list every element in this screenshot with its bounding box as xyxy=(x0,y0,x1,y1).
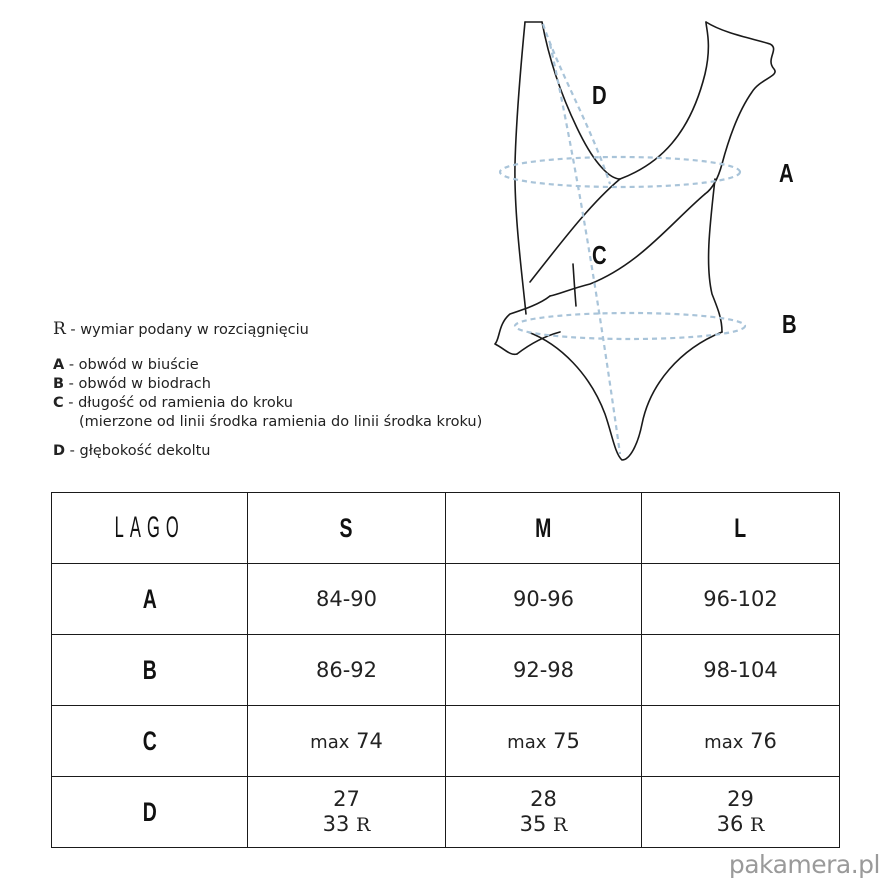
label-c: C xyxy=(592,240,607,270)
brand-logo: LAGO xyxy=(114,511,185,544)
row-label: C xyxy=(52,706,248,777)
table-row-d xyxy=(52,777,840,848)
r-glyph: R xyxy=(53,319,66,339)
row-label: A xyxy=(52,564,248,635)
measurement-legend xyxy=(53,320,482,461)
legend-item-d: D - głębokość dekoltu xyxy=(53,443,211,459)
label-b: B xyxy=(782,309,797,339)
table-cell: 86-92 xyxy=(248,635,446,706)
table-cell: 29 36 R xyxy=(642,777,840,848)
legend-item-a: A - obwód w biuście xyxy=(53,357,199,373)
table-cell: max 75 xyxy=(446,706,642,777)
table-row-b xyxy=(52,635,840,706)
swimsuit-outline-drawing xyxy=(490,14,790,469)
table-cell: 84-90 xyxy=(248,564,446,635)
table-row-a xyxy=(52,564,840,635)
column-header-l: L xyxy=(642,493,840,564)
table-row-c xyxy=(52,706,840,777)
label-a: A xyxy=(779,158,794,188)
row-label: D xyxy=(52,777,248,848)
table-cell: 96-102 xyxy=(642,564,840,635)
table-header-row xyxy=(52,493,840,564)
table-cell: 92-98 xyxy=(446,635,642,706)
column-header-s: S xyxy=(248,493,446,564)
legend-item-c-note: (mierzone od linii środka ramienia do linii środka kroku) xyxy=(79,414,483,430)
size-chart-table xyxy=(51,492,840,848)
column-header-m: M xyxy=(446,493,642,564)
brand-cell xyxy=(52,493,248,564)
swimsuit-measurement-figure xyxy=(490,14,797,469)
table-cell: 98-104 xyxy=(642,635,840,706)
table-cell: 90-96 xyxy=(446,564,642,635)
watermark: pakamera.pl xyxy=(728,850,880,879)
legend-item-c: C - długość od ramienia do kroku xyxy=(53,395,293,411)
stretch-note xyxy=(53,320,482,340)
table-cell: 27 33 R xyxy=(248,777,446,848)
label-d: D xyxy=(592,80,607,110)
table-cell: 28 35 R xyxy=(446,777,642,848)
table-cell: max 76 xyxy=(642,706,840,777)
legend-item-b: B - obwód w biodrach xyxy=(53,376,211,392)
stretch-note-text: - wymiar podany w rozciągnięciu xyxy=(65,322,309,338)
row-label: B xyxy=(52,635,248,706)
table-cell: max 74 xyxy=(248,706,446,777)
